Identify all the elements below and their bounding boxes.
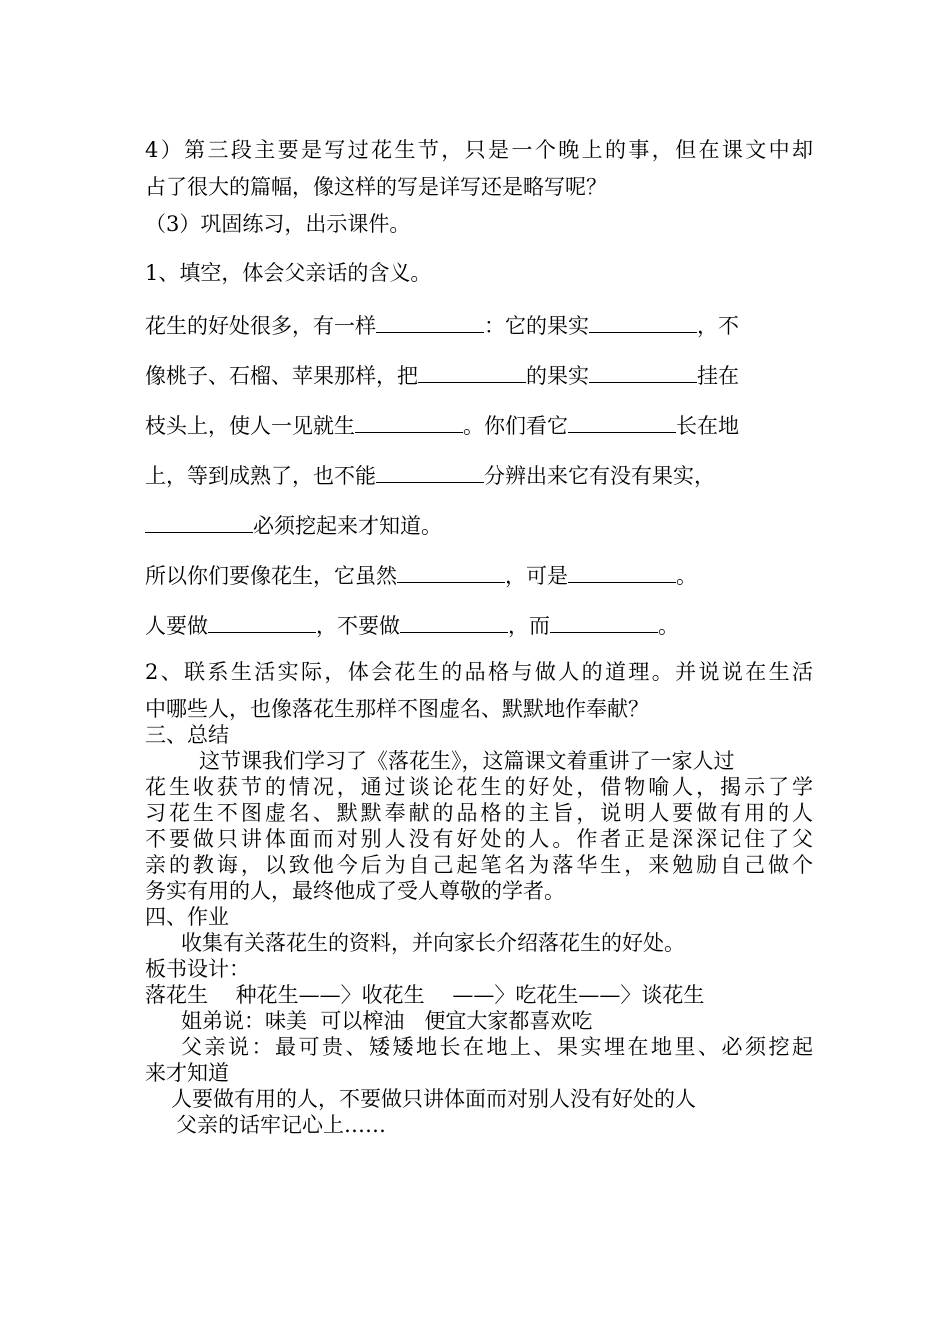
fill-text: 的果实 (526, 364, 589, 388)
fill-blank[interactable] (355, 410, 463, 433)
fill-text: ，不要做 (316, 614, 400, 638)
fill-text: 所以你们要像花生，它虽然 (145, 564, 397, 588)
summary-line: 习花生不图虚名、默默奉献的品格的主旨，说明人要做有用的人 (145, 801, 813, 825)
fill-text: ：它的果实 (484, 314, 589, 338)
summary-line: 这节课我们学习了《落花生》，这篇课文着重讲了一家人过 (199, 749, 735, 773)
summary-heading: 三、总结 (145, 723, 229, 747)
practice-heading: （3）巩固练习，出示课件。 (145, 212, 411, 236)
fill-blank[interactable] (376, 310, 484, 333)
fill-blank[interactable] (568, 560, 676, 583)
fill-text: 花生的好处很多，有一样 (145, 314, 376, 338)
board-father-line-2: 来才知道 (145, 1061, 229, 1085)
board-sister-line: 姐弟说：味美 可以榨油 便宜大家都喜欢吃 (181, 1009, 593, 1033)
fill-text: 挂在 (697, 364, 739, 388)
fill-text: ，可是 (505, 564, 568, 588)
exercise2-line-1: 2、联系生活实际，体会花生的品格与做人的道理。并说说在生活 (145, 660, 813, 684)
fill-text: 分辨出来它有没有果实， (484, 464, 715, 488)
board-remember-line: 父亲的话牢记心上…… (176, 1113, 386, 1137)
fill-line-1 (145, 310, 739, 339)
board-heading: 板书设计： (145, 957, 250, 981)
fill-blank[interactable] (400, 610, 508, 633)
summary-line: 不要做只讲体面而对别人没有好处的人。作者正是深深记住了父 (145, 827, 813, 851)
fill-text: 必须挖起来才知道。 (253, 514, 442, 538)
homework-heading: 四、作业 (145, 905, 229, 929)
fill-line-6 (145, 560, 697, 589)
board-father-line-1: 父亲说：最可贵、矮矮地长在地上、果实埋在地里、必须挖起 (181, 1035, 813, 1059)
fill-line-3 (145, 410, 739, 439)
fill-line-7 (145, 610, 679, 639)
summary-line: 花生收获节的情况，通过谈论花生的好处，借物喻人，揭示了学 (145, 775, 813, 799)
fill-text: ，而 (508, 614, 550, 638)
fill-text: 像桃子、石榴、苹果那样，把 (145, 364, 418, 388)
fill-blank[interactable] (568, 410, 676, 433)
summary-line: 亲的教诲，以致他今后为自己起笔名为落华生，来勉励自己做个 (145, 853, 813, 877)
fill-text: 人要做 (145, 614, 208, 638)
exercise2-line-2: 中哪些人，也像落花生那样不图虚名、默默地作奉献？ (145, 697, 649, 721)
fill-line-5 (145, 510, 442, 539)
q4-line-2: 占了很大的篇幅，像这样的写是详写还是略写呢？ (145, 175, 607, 199)
board-flow: 落花生 种花生——〉收花生 ——〉吃花生——〉谈花生 (145, 983, 705, 1007)
exercise1-title: 1、填空，体会父亲话的含义。 (145, 261, 432, 285)
fill-text: 。你们看它 (463, 414, 568, 438)
fill-blank[interactable] (376, 460, 484, 483)
fill-blank[interactable] (397, 560, 505, 583)
fill-line-4 (145, 460, 715, 489)
fill-blank[interactable] (418, 360, 526, 383)
fill-text: ，不 (697, 314, 739, 338)
homework-text: 收集有关落花生的资料，并向家长介绍落花生的好处。 (181, 931, 685, 955)
fill-blank[interactable] (550, 610, 658, 633)
fill-line-2 (145, 360, 739, 389)
board-lesson-line: 人要做有用的人，不要做只讲体面而对别人没有好处的人 (171, 1087, 696, 1111)
q4-line-1: 4）第三段主要是写过花生节，只是一个晚上的事，但在课文中却 (145, 138, 813, 162)
fill-blank[interactable] (589, 310, 697, 333)
fill-text: 上，等到成熟了，也不能 (145, 464, 376, 488)
fill-blank[interactable] (145, 510, 253, 533)
fill-text: 。 (658, 614, 679, 638)
fill-text: 长在地 (676, 414, 739, 438)
summary-line: 务实有用的人，最终他成了受人尊敬的学者。 (145, 879, 565, 903)
fill-blank[interactable] (208, 610, 316, 633)
fill-text: 。 (676, 564, 697, 588)
fill-blank[interactable] (589, 360, 697, 383)
fill-text: 枝头上，使人一见就生 (145, 414, 355, 438)
